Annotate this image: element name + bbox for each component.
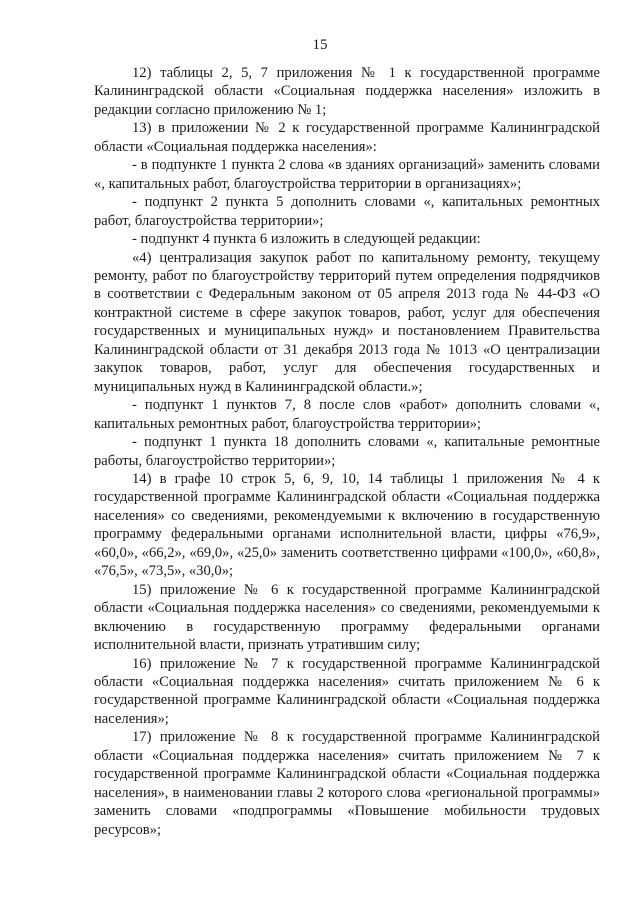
paragraph-item-16: 16) приложение № 7 к государственной программе Калининградской области «Социальная поддержка населения» считать приложением № 6 к государственной программе Калининградской области «Социальная поддержка населения»; <box>94 655 600 727</box>
paragraph-subitem-pp5-2: - подпункт 2 пункта 5 дополнить словами «, капитальных ремонтных работ, благоустройства территории»; <box>94 194 600 229</box>
paragraph-item-17: 17) приложение № 8 к государственной программе Калининградской области «Социальная поддержка населения» считать приложением № 7 к государственной программе Калининградской области «Социальная поддержка населения», в наименовании главы 2 которого слова «региональной программы» заменить словами «подпрограммы «Повышение мобильности трудовых ресурсов»; <box>94 729 600 838</box>
paragraph-item-15: 15) приложение № 6 к государственной программе Калининградской области «Социальная поддержка населения» со сведениями, рекомендуемыми к включению в государственную программу федеральными органами исполнительной власти, признать утратившим силу; <box>94 581 600 654</box>
document-body <box>94 64 600 839</box>
paragraph-item-12: 12) таблицы 2, 5, 7 приложения № 1 к государственной программе Калининградской области «Социальная поддержка населения» изложить в редакции согласно приложению № 1; <box>94 65 600 118</box>
paragraph-subitem-pp18: - подпункт 1 пункта 18 дополнить словами «, капитальные ремонтные работы, благоустройство территории»; <box>94 434 600 469</box>
paragraph-item-13: 13) в приложении № 2 к государственной программе Калининградской области «Социальная поддержка населения»: <box>94 120 600 155</box>
paragraph-subitem-pp2-1: - в подпункте 1 пункта 2 слова «в зданиях организаций» заменить словами «, капитальных работ, благоустройства территории в организациях»; <box>94 157 600 192</box>
paragraph-subitem-pp7-8: - подпункт 1 пунктов 7, 8 после слов «работ» дополнить словами «, капитальных ремонтных работ, благоустройства территории»; <box>94 397 600 432</box>
paragraph-item-14: 14) в графе 10 строк 5, 6, 9, 10, 14 таблицы 1 приложения № 4 к государственной программе Калининградской области «Социальная поддержка населения» со сведениями, рекомендуемыми к включению в государственную программу федеральными органами исполнительной власти, цифры «76,9», «60,0», «66,2», «69,0», «25,0» заменить соответственно цифрами «100,0», «60,8», «76,5», «73,5», «30,0»; <box>94 470 600 580</box>
paragraph-subitem-pp6-4: - подпункт 4 пункта 6 изложить в следующей редакции: <box>132 231 481 248</box>
page-number: 15 <box>312 37 328 53</box>
paragraph-quoted-new-text: «4) централизация закупок работ по капитальному ремонту, текущему ремонту, работ по благоустройству территорий путем определения подрядчиков в соответствии с Федеральным законом от 05 апреля 2013 года № 44-ФЗ «О контрактной системе в сфере закупок товаров, работ, услуг для обеспечения государственных и муниципальных нужд» и постановлением Правительства Калининградской области от 31 декабря 2013 года № 1013 «О централизации закупок товаров, работ, услуг для обеспечения государственных и муниципальных нужд в Калининградской области.»; <box>94 249 600 395</box>
